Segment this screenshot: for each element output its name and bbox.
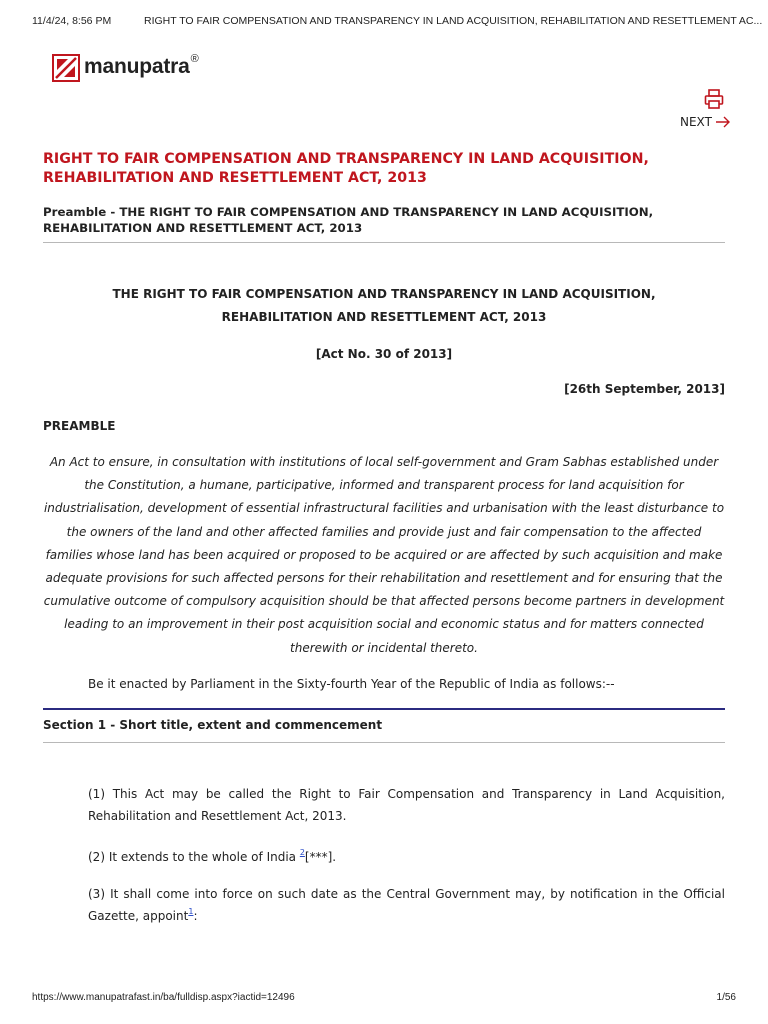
preamble-heading: Preamble - THE RIGHT TO FAIR COMPENSATION AND TRANSPARENCY IN LAND ACQUISITION, REHABILITATION AND RESETTLEMENT ACT, 2013 bbox=[43, 205, 654, 235]
section-divider-top bbox=[43, 708, 725, 710]
footnote-ref[interactable] bbox=[188, 907, 193, 916]
print-icon[interactable] bbox=[703, 88, 725, 110]
clause-3-text: (3) It shall come into force on such date as the Central Government may, by notification in the Official Gazette, appoint bbox=[88, 887, 725, 923]
clause-3 bbox=[88, 883, 725, 927]
clause-1: (1) This Act may be called the Right to Fair Compensation and Transparency in Land Acquisition, Rehabilitation and Resettlement Act, 2013. bbox=[88, 787, 725, 823]
section-divider-bottom bbox=[43, 742, 725, 743]
next-link[interactable] bbox=[680, 113, 731, 131]
footnote-link[interactable]: 1 bbox=[188, 907, 194, 916]
footnote-link[interactable]: 2 bbox=[299, 848, 305, 857]
clause-3-tail: : bbox=[193, 909, 198, 923]
brand-name: manupatra bbox=[84, 55, 190, 78]
preamble-text: An Act to ensure, in consultation with institutions of local self-government and Gram Sabhas established under the Constitution, a humane, participative, informed and transparent process for land acquisition for industrialisation, development of essential infrastructural facilities and urbanisation with the least disturbance to the owners of the land and other affected families and provide just and fair compensation to the affected families whose land has been acquired or proposed to be acquired or are affected by such acquisition and make adequate provisions for such affected persons for their rehabilitation and resettlement and for ensuring that the cumulative outcome of compulsory acquisition should be that affected persons become partners in development leading to an improvement in their post acquisition social and economic status and for matters connected therewith or incidental thereto. bbox=[43, 455, 725, 655]
section-heading[interactable]: Section 1 - Short title, extent and commencement bbox=[43, 718, 383, 732]
clause-2 bbox=[88, 846, 725, 868]
print-datetime: 11/4/24, 8:56 PM bbox=[32, 15, 112, 27]
act-heading-line-2: REHABILITATION AND RESETTLEMENT ACT, 2013 bbox=[221, 310, 547, 324]
clause-2-tail: [***]. bbox=[304, 850, 337, 864]
manupatra-logo-icon bbox=[52, 54, 80, 82]
print-url: https://www.manupatrafast.in/ba/fulldisp.aspx?iactid=12496 bbox=[32, 992, 295, 1003]
page-counter: 1/56 bbox=[716, 992, 736, 1003]
next-label: NEXT bbox=[680, 115, 712, 129]
act-date: [26th September, 2013] bbox=[564, 382, 725, 396]
print-document-title: RIGHT TO FAIR COMPENSATION AND TRANSPARENCY IN LAND ACQUISITION, REHABILITATION AND RESETTLEMENT AC... bbox=[144, 15, 763, 27]
clause-2-text: (2) It extends to the whole of India bbox=[88, 850, 300, 864]
enacting-formula: Be it enacted by Parliament in the Sixty-fourth Year of the Republic of India as follows:-- bbox=[88, 677, 615, 691]
registered-mark: ® bbox=[190, 53, 199, 65]
act-heading-line-1: THE RIGHT TO FAIR COMPENSATION AND TRANSPARENCY IN LAND ACQUISITION, bbox=[112, 287, 656, 301]
divider bbox=[43, 242, 725, 243]
act-title: RIGHT TO FAIR COMPENSATION AND TRANSPARENCY IN LAND ACQUISITION, REHABILITATION AND RESETTLEMENT ACT, 2013 bbox=[43, 151, 649, 186]
act-number: [Act No. 30 of 2013] bbox=[315, 347, 453, 361]
arrow-right-icon bbox=[715, 116, 731, 128]
preamble-label: PREAMBLE bbox=[43, 419, 116, 433]
manupatra-logo[interactable] bbox=[52, 52, 199, 84]
footnote-ref[interactable] bbox=[300, 848, 305, 857]
